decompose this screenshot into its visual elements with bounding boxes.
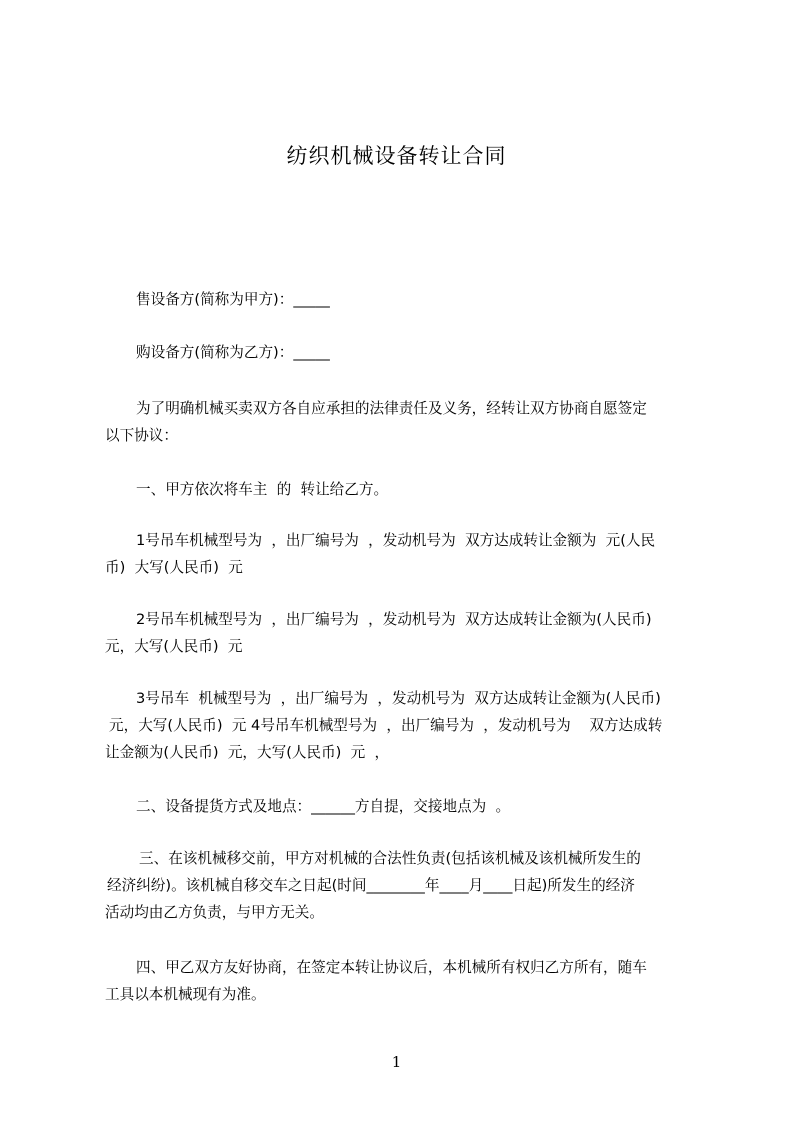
- intro-line-1: 为了明确机械买卖双方各自应承担的法律责任及义务，经转让双方协商自愿签定: [136, 400, 647, 417]
- clause-1: 一、甲方依次将车主 的 转让给乙方。: [136, 481, 389, 498]
- crane-2-line-1: 2号吊车机械型号为 ，出厂编号为 ，发动机号为 双方达成转让金额为(人民币): [136, 611, 652, 628]
- clause-2: 二、设备提货方式及地点：______方自提，交接地点为 。: [136, 798, 511, 815]
- page-number: 1: [391, 1053, 402, 1071]
- document-title: 纺织机械设备转让合同: [286, 144, 507, 168]
- clause-4-line-2: 工具以本机械现有为准。: [105, 986, 266, 1003]
- buyer-line: 购设备方(简称为乙方)：_____: [136, 344, 330, 361]
- crane-3-line-2: 元，大写(人民币) 元 4号吊车机械型号为 ，出厂编号为 ，发动机号为 双方达成转: [109, 717, 663, 734]
- clause-3-line-3: 活动均由乙方负责，与甲方无关。: [105, 904, 324, 921]
- crane-2-line-2: 元，大写(人民币) 元: [105, 638, 243, 655]
- crane-3-line-3: 让金额为(人民币) 元，大写(人民币) 元 ，: [105, 744, 390, 761]
- crane-1-line-2: 币) 大写(人民币) 元: [105, 559, 243, 576]
- intro-line-2: 以下协议：: [105, 427, 178, 444]
- clause-3-line-1: 三、在该机械移交前，甲方对机械的合法性负责(包括该机械及该机械所发生的: [139, 850, 641, 867]
- crane-3-line-1: 3号吊车 机械型号为 ，出厂编号为 ，发动机号为 双方达成转让金额为(人民币): [136, 690, 661, 707]
- clause-3-line-2: 经济纠纷)。该机械自移交车之日起(时间________年____月____日起)所发生的经济: [107, 877, 635, 894]
- seller-line: 售设备方(简称为甲方)：_____: [136, 291, 330, 308]
- crane-1-line-1: 1号吊车机械型号为 ，出厂编号为 ，发动机号为 双方达成转让金额为 元(人民: [136, 532, 656, 549]
- clause-4-line-1: 四、甲乙双方友好协商，在签定本转让协议后，本机械所有权归乙方所有，随车: [136, 959, 647, 976]
